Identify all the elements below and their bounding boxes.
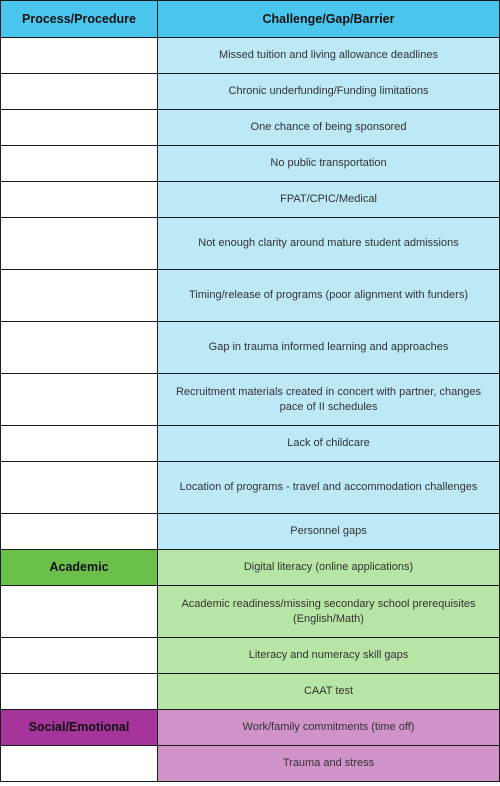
empty-cell bbox=[1, 146, 158, 182]
barrier-cell: Not enough clarity around mature student admissions bbox=[158, 218, 500, 270]
header-process-procedure: Process/Procedure bbox=[1, 1, 158, 38]
header-challenge-gap-barrier: Challenge/Gap/Barrier bbox=[158, 1, 500, 38]
table-row bbox=[1, 710, 500, 746]
table-row bbox=[1, 746, 500, 782]
barrier-cell: FPAT/CPIC/Medical bbox=[158, 182, 500, 218]
barrier-cell: One chance of being sponsored bbox=[158, 110, 500, 146]
empty-cell bbox=[1, 270, 158, 322]
empty-cell bbox=[1, 586, 158, 638]
header-row bbox=[1, 1, 500, 38]
barrier-cell: Timing/release of programs (poor alignment with funders) bbox=[158, 270, 500, 322]
barrier-cell: Gap in trauma informed learning and approaches bbox=[158, 322, 500, 374]
table-row bbox=[1, 74, 500, 110]
empty-cell bbox=[1, 514, 158, 550]
social-emotional-label: Social/Emotional bbox=[1, 710, 158, 746]
table-row bbox=[1, 110, 500, 146]
barrier-cell: Academic readiness/missing secondary school prerequisites (English/Math) bbox=[158, 586, 500, 638]
empty-cell bbox=[1, 462, 158, 514]
barrier-cell: Lack of childcare bbox=[158, 426, 500, 462]
empty-cell bbox=[1, 218, 158, 270]
table-row bbox=[1, 674, 500, 710]
empty-cell bbox=[1, 674, 158, 710]
empty-cell bbox=[1, 74, 158, 110]
empty-cell bbox=[1, 322, 158, 374]
barrier-cell: Missed tuition and living allowance deadlines bbox=[158, 38, 500, 74]
table-row bbox=[1, 426, 500, 462]
table-row bbox=[1, 218, 500, 270]
barrier-cell: Work/family commitments (time off) bbox=[158, 710, 500, 746]
table-row bbox=[1, 322, 500, 374]
empty-cell bbox=[1, 638, 158, 674]
table-row bbox=[1, 462, 500, 514]
barrier-cell: No public transportation bbox=[158, 146, 500, 182]
empty-cell bbox=[1, 374, 158, 426]
barrier-cell: Chronic underfunding/Funding limitations bbox=[158, 74, 500, 110]
empty-cell bbox=[1, 110, 158, 146]
barrier-cell: Literacy and numeracy skill gaps bbox=[158, 638, 500, 674]
table-row bbox=[1, 182, 500, 218]
table-row bbox=[1, 638, 500, 674]
barrier-cell: CAAT test bbox=[158, 674, 500, 710]
barrier-cell: Digital literacy (online applications) bbox=[158, 550, 500, 586]
table-row bbox=[1, 146, 500, 182]
table-row bbox=[1, 514, 500, 550]
empty-cell bbox=[1, 746, 158, 782]
table-row bbox=[1, 38, 500, 74]
barrier-cell: Personnel gaps bbox=[158, 514, 500, 550]
empty-cell bbox=[1, 426, 158, 462]
academic-label: Academic bbox=[1, 550, 158, 586]
barrier-cell: Location of programs - travel and accommodation challenges bbox=[158, 462, 500, 514]
table-row bbox=[1, 374, 500, 426]
barrier-cell: Recruitment materials created in concert with partner, changes pace of II schedules bbox=[158, 374, 500, 426]
table-row bbox=[1, 270, 500, 322]
table-row bbox=[1, 586, 500, 638]
empty-cell bbox=[1, 38, 158, 74]
empty-cell bbox=[1, 182, 158, 218]
barrier-cell: Trauma and stress bbox=[158, 746, 500, 782]
table-row bbox=[1, 550, 500, 586]
